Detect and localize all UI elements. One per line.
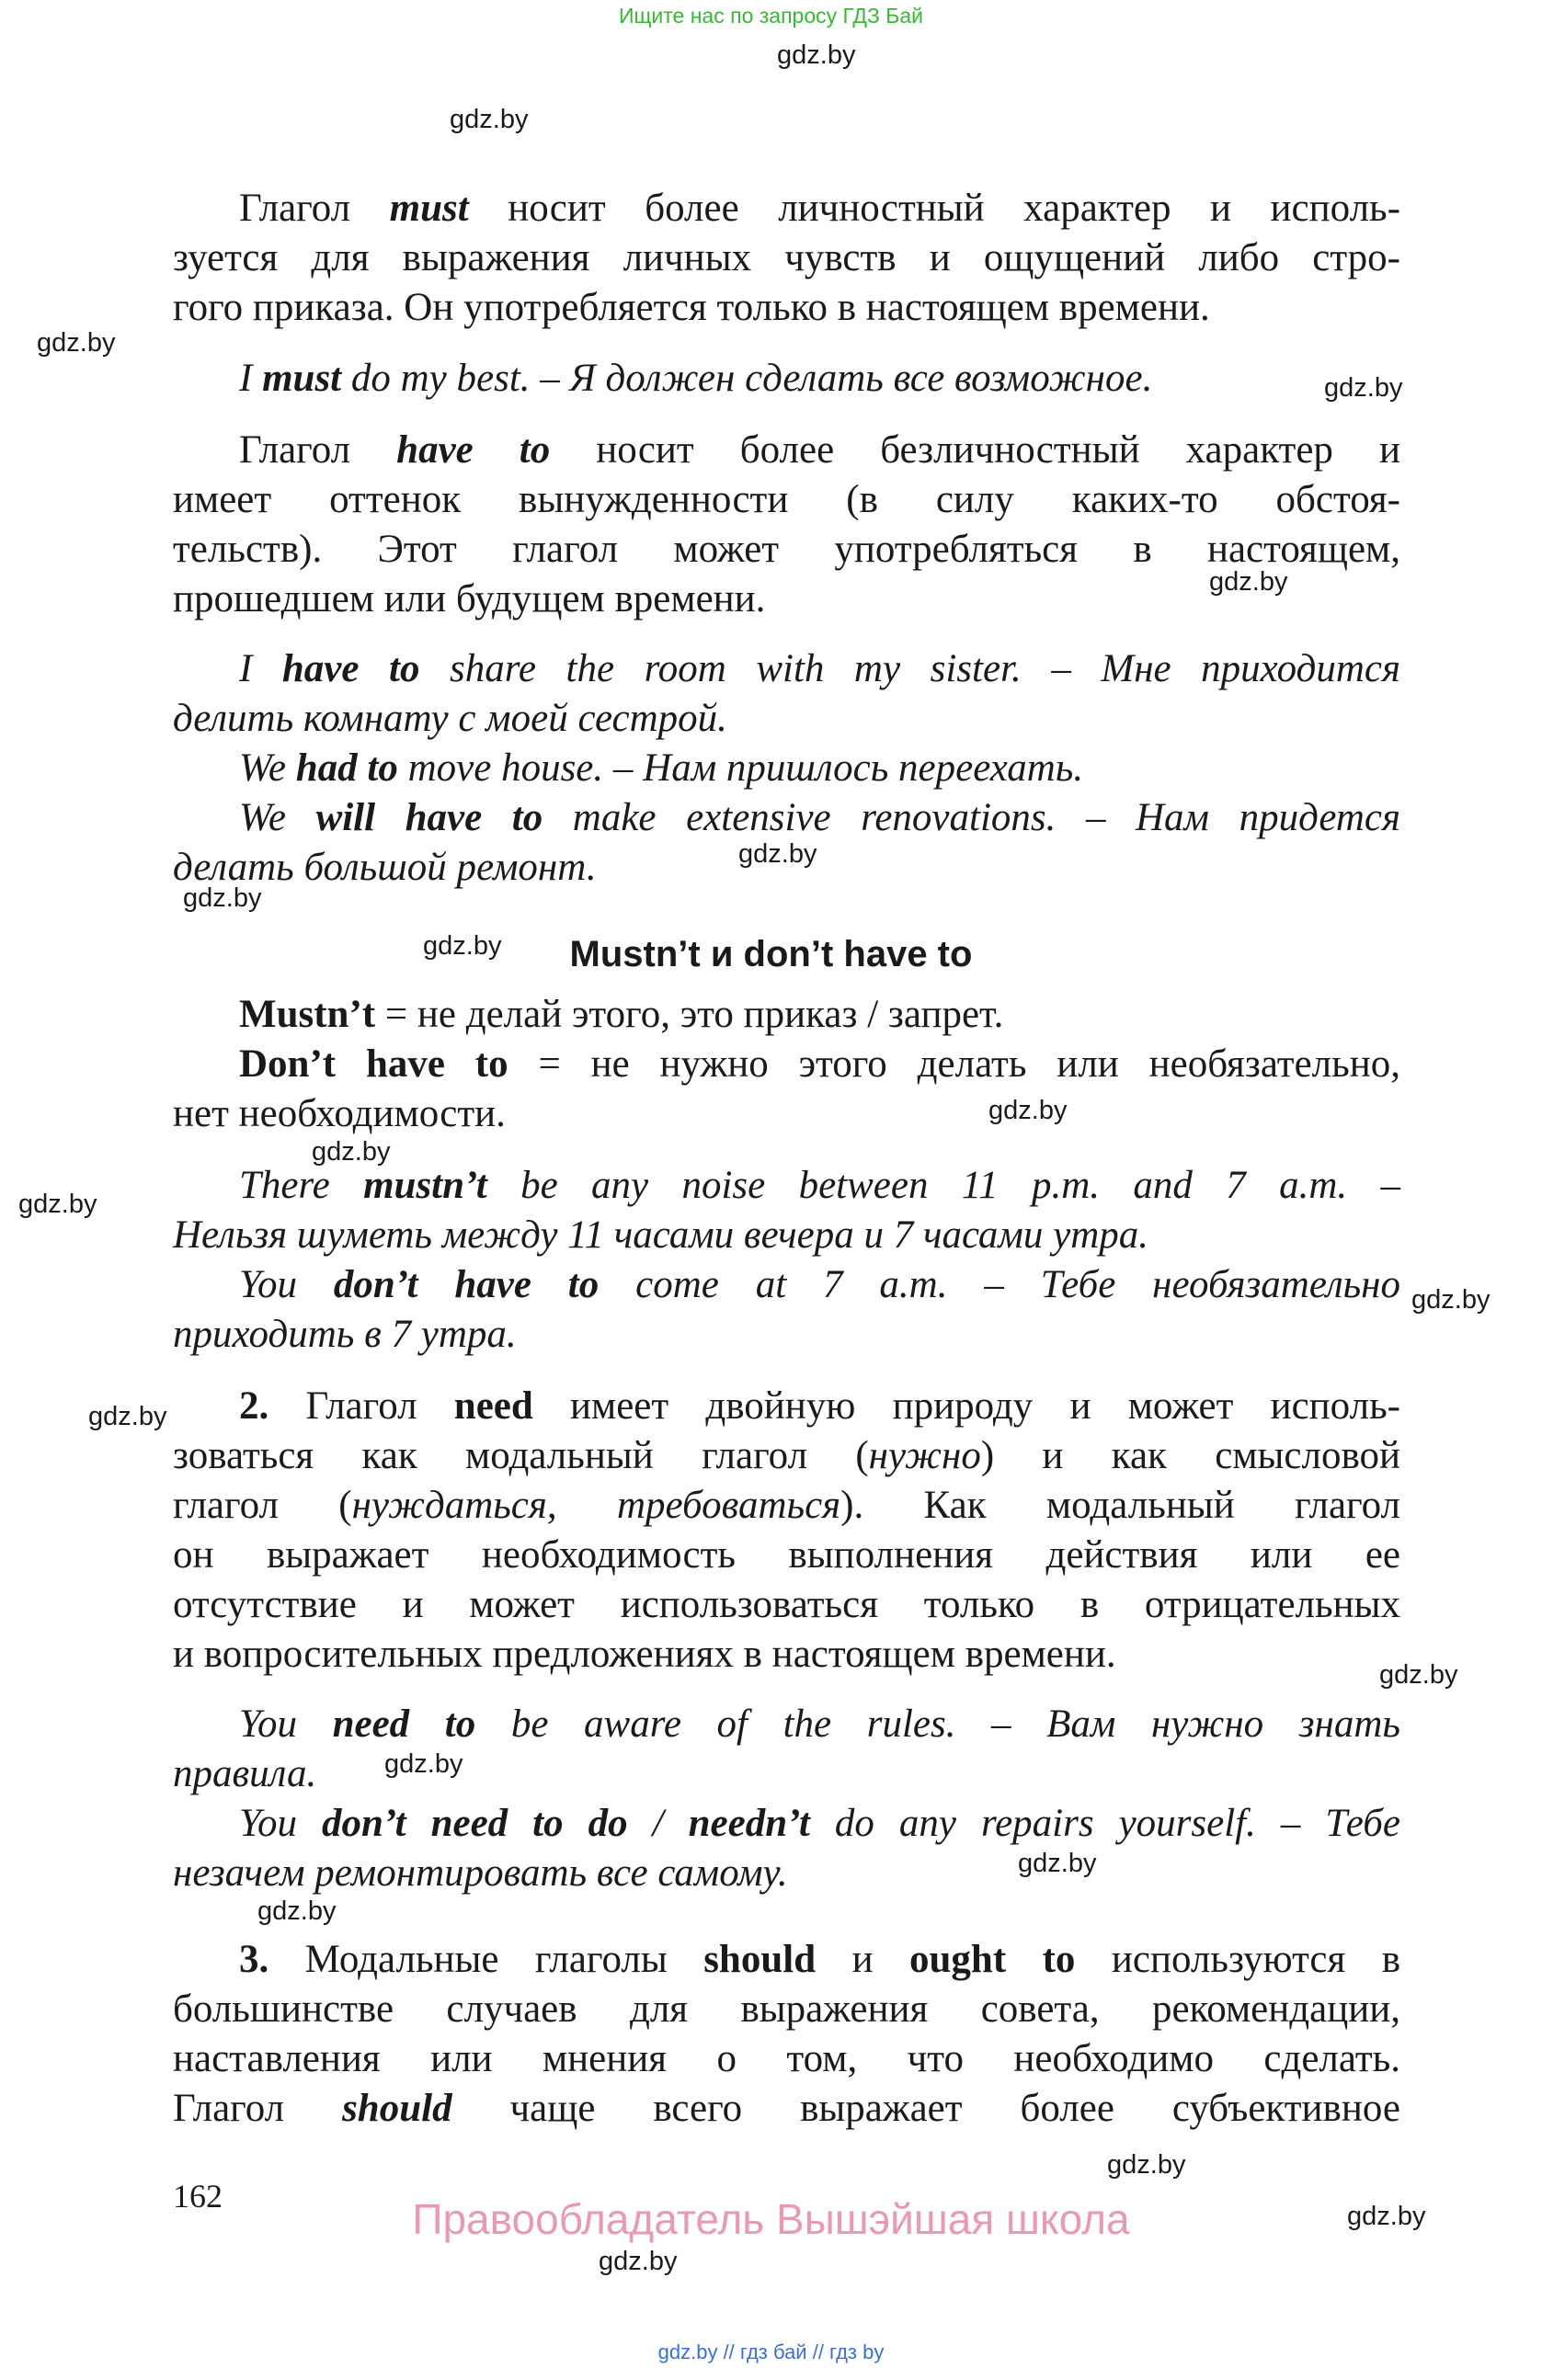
paragraph-need — [173, 1382, 1400, 1680]
text-line: прошедшем или будущем времени. — [173, 577, 766, 621]
definitions — [173, 990, 1400, 1139]
text-line: You need to be aware of the rules. – Вам нужно знать — [239, 1702, 1400, 1746]
text-line: большинстве случаев для выражения совета, рекомендации, — [173, 1987, 1400, 2031]
text-line: 3. Модальные глаголы should и ought to используются в — [239, 1938, 1401, 1981]
text-line: We will have to make extensive renovations. – Нам придется — [239, 796, 1400, 839]
text-line: незачем ремонтировать все самому. — [173, 1851, 788, 1895]
text-line: и вопросительных предложениях в настоящем времени. — [173, 1633, 1116, 1676]
watermark: gdz.by — [183, 883, 262, 913]
text-line: делить комнату с моей сестрой. — [173, 697, 727, 740]
watermark: gdz.by — [423, 931, 502, 961]
text-line: он выражает необходимость выполнения действия или ее — [173, 1533, 1400, 1577]
text-line: глагол (нуждаться, требоваться). Как модальный глагол — [173, 1484, 1400, 1527]
text-line: Глагол must носит более личностный характер и исполь- — [239, 187, 1400, 230]
watermark: gdz.by — [450, 105, 529, 134]
watermark: gdz.by — [777, 40, 856, 70]
text-line: You don’t have to come at 7 a.m. – Тебе необязательно — [239, 1263, 1401, 1306]
watermark: gdz.by — [384, 1749, 463, 1779]
watermark: gdz.by — [1324, 373, 1403, 403]
watermark: gdz.by — [1379, 1660, 1458, 1690]
text-line: You don’t need to do / needn’t do any repairs yourself. – Тебе — [239, 1802, 1400, 1845]
text-line: имеет оттенок вынужденности (в силу каких-то обстоя- — [173, 478, 1400, 521]
text-line: зоваться как модальный глагол (нужно) и как смысловой — [173, 1434, 1400, 1477]
text-line: зуется для выражения личных чувств и ощущений либо стро- — [173, 236, 1400, 279]
watermark: gdz.by — [88, 1402, 167, 1431]
text-line: I have to share the room with my sister. – Мне приходится — [239, 647, 1400, 690]
section-heading: Mustn’t и don’t have to — [569, 934, 973, 974]
text-line: Mustn’t = не делай этого, это приказ / запрет. — [239, 993, 1004, 1036]
text-line: тельств). Этот глагол может употребляться в настоящем, — [173, 528, 1400, 571]
watermark: gdz.by — [1107, 2150, 1186, 2180]
text-line: гого приказа. Он употребляется только в настоящем времени. — [173, 286, 1210, 329]
text-line: нет необходимости. — [173, 1092, 506, 1135]
text-line: Глагол should чаще всего выражает более субъективное — [173, 2087, 1400, 2130]
watermark: gdz.by — [257, 1896, 337, 1926]
watermark: gdz.by — [1209, 567, 1288, 597]
text-line: Глагол have to носит более безличностный характер и — [239, 428, 1400, 472]
watermark: gdz.by — [37, 328, 116, 358]
text-line: отсутствие и может использоваться только в отрицательных — [173, 1583, 1400, 1626]
footer-links: gdz.by // гдз бай // гдз by — [657, 2340, 885, 2363]
watermark: gdz.by — [738, 839, 817, 869]
text-line: I must do my best. – Я должен сделать все возможное. — [239, 357, 1153, 400]
publisher-notice: Правообладатель Вышэйшая школа — [412, 2195, 1130, 2243]
text-line: приходить в 7 утра. — [173, 1313, 517, 1356]
paragraph-should — [173, 1935, 1400, 2134]
text-line: We had to move house. – Нам пришлось переехать. — [239, 746, 1084, 790]
watermark: gdz.by — [988, 1096, 1068, 1125]
examples-need — [173, 1700, 1400, 1898]
text-line: Don’t have to = не нужно этого делать или необязательно, — [239, 1042, 1400, 1086]
watermark: gdz.by — [599, 2247, 678, 2276]
examples-mustnt — [173, 1161, 1400, 1360]
page-number: 162 — [173, 2178, 223, 2215]
watermark: gdz.by — [1411, 1285, 1491, 1315]
example-must — [173, 354, 1403, 404]
top-banner: Ищите нас по запросу ГДЗ Бай — [618, 4, 924, 28]
text-line: правила. — [173, 1752, 317, 1795]
paragraph-have-to — [173, 426, 1400, 624]
watermark: gdz.by — [1347, 2202, 1426, 2231]
watermark: gdz.by — [312, 1137, 391, 1167]
text-line: 2. Глагол need имеет двойную природу и может исполь- — [239, 1384, 1400, 1428]
text-line: There mustn’t be any noise between 11 p.m. and 7 a.m. – — [239, 1164, 1400, 1207]
watermark: gdz.by — [1018, 1849, 1097, 1878]
text-line: Нельзя шуметь между 11 часами вечера и 7 часами утра. — [173, 1213, 1149, 1257]
paragraph-must — [173, 184, 1400, 333]
text-line: делать большой ремонт. — [173, 846, 597, 889]
text-line: наставления или мнения о том, что необходимо сделать. — [173, 2037, 1400, 2080]
examples-have-to — [173, 644, 1400, 893]
watermark: gdz.by — [18, 1190, 97, 1219]
